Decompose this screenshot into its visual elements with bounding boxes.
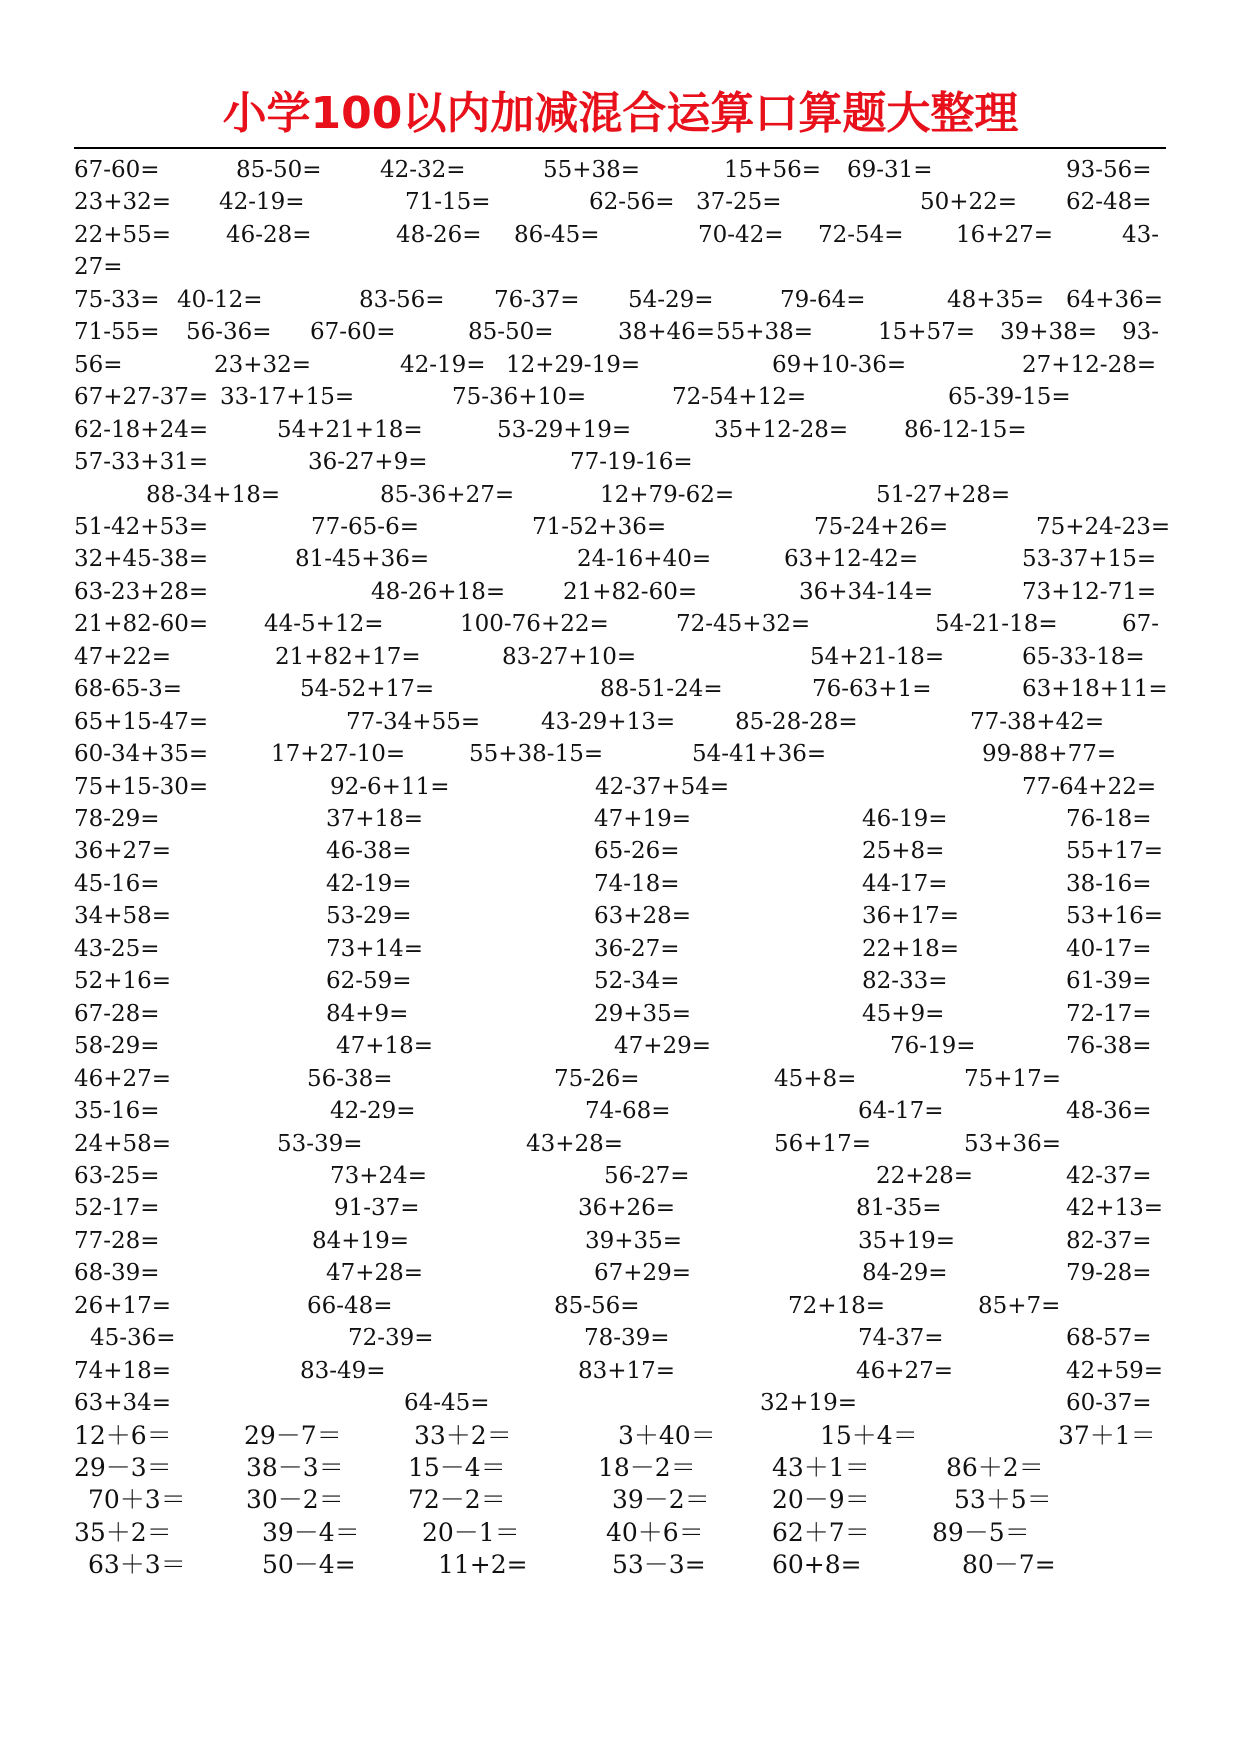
problem-cell: 32+45-38= [74,546,209,572]
problem-cell: 3＋40＝ [618,1421,716,1450]
problem-cell: 84+19= [312,1228,410,1254]
problem-cell: 74-18= [594,871,680,897]
problem-cell: 93- [1122,319,1160,345]
problem-row [0,414,1241,446]
problem-cell: 63-25= [74,1163,160,1189]
problem-cell: 20－9＝ [772,1485,870,1514]
problem-cell: 56-38= [307,1066,393,1092]
problem-row [0,1257,1241,1289]
problem-row [0,511,1241,543]
problem-cell: 29－3＝ [74,1453,172,1482]
problem-cell: 67+29= [594,1260,692,1286]
problem-cell: 26+17= [74,1293,172,1319]
problem-cell: 35-16= [74,1098,160,1124]
problem-cell: 85+7= [978,1293,1061,1319]
problem-cell: 21+82+17= [275,644,421,670]
problem-cell: 54-29= [628,287,714,313]
problem-cell: 93-56= [1066,157,1152,183]
problem-cell: 73+12-71= [1022,579,1157,605]
problem-cell: 53-37+15= [1022,546,1157,572]
problem-cell: 85-28-28= [735,709,858,735]
problem-cell: 53+36= [964,1131,1062,1157]
problem-cell: 74-37= [858,1325,944,1351]
problem-cell: 77-38+42= [970,709,1105,735]
problem-cell: 70-42= [698,222,784,248]
problem-cell: 53－3= [612,1550,706,1579]
problem-cell: 84+9= [326,1001,409,1027]
problem-cell: 83+17= [578,1358,676,1384]
problem-row [0,479,1241,511]
problem-cell: 15＋4＝ [820,1421,918,1450]
problem-cell: 65-39-15= [948,384,1071,410]
problem-cell: 46+27= [74,1066,172,1092]
problem-row [0,933,1241,965]
problem-row [0,154,1241,186]
problem-cell: 81-45+36= [295,546,430,572]
problem-cell: 63+18+11= [1022,676,1168,702]
problem-cell: 67-60= [74,157,160,183]
problem-cell: 42-37= [1066,1163,1152,1189]
problem-cell: 63+34= [74,1390,172,1416]
problem-cell: 67-60= [310,319,396,345]
problem-cell: 47+18= [336,1033,434,1059]
problem-cell: 63+12-42= [784,546,919,572]
problem-row [0,1063,1241,1095]
problem-row [0,835,1241,867]
problem-row [0,965,1241,997]
problem-cell: 15+57= [878,319,976,345]
problem-cell: 36-27= [594,936,680,962]
problem-cell: 42-19= [400,352,486,378]
problem-row [0,1387,1241,1419]
problem-cell: 38+46= [618,319,716,345]
problem-row [0,186,1241,218]
problem-cell: 40＋6＝ [606,1518,704,1547]
problem-cell: 43- [1122,222,1160,248]
problem-cell: 71-15= [405,189,491,215]
problem-cell: 65-33-18= [1022,644,1145,670]
problem-cell: 16+27= [956,222,1054,248]
problem-row [0,641,1241,673]
problem-row [0,771,1241,803]
problem-cell: 42+59= [1066,1358,1164,1384]
problem-cell: 48-26= [396,222,482,248]
problem-cell: 33-17+15= [220,384,355,410]
problem-cell: 72-45+32= [676,611,811,637]
problem-row [0,1549,1241,1581]
problem-cell: 40-12= [177,287,263,313]
problem-cell: 54+21-18= [810,644,945,670]
problem-cell: 54+21+18= [277,417,423,443]
problem-cell: 27+12-28= [1022,352,1157,378]
problem-cell: 20－1＝ [422,1518,520,1547]
problem-cell: 48-36= [1066,1098,1152,1124]
problem-cell: 67-28= [74,1001,160,1027]
problem-cell: 37+18= [326,806,424,832]
problem-cell: 72-54+12= [672,384,807,410]
problem-cell: 86-12-15= [904,417,1027,443]
problem-row [0,349,1241,381]
problem-cell: 29－7＝ [244,1421,342,1450]
problem-cell: 39+38= [1000,319,1098,345]
problem-cell: 53＋5＝ [954,1485,1052,1514]
problem-cell: 36-27+9= [308,449,428,475]
problem-cell: 36+34-14= [799,579,934,605]
problem-cell: 66-48= [307,1293,393,1319]
problem-cell: 76-63+1= [812,676,932,702]
problem-cell: 44-17= [862,871,948,897]
problem-cell: 99-88+77= [982,741,1117,767]
problem-cell: 46-28= [226,222,312,248]
problem-cell: 74+18= [74,1358,172,1384]
problem-cell: 65+15-47= [74,709,209,735]
problem-cell: 53-29+19= [497,417,632,443]
problem-row [0,576,1241,608]
problem-cell: 56+17= [774,1131,872,1157]
problem-cell: 22+55= [74,222,172,248]
problem-cell: 17+27-10= [271,741,406,767]
problem-cell: 42-19= [219,189,305,215]
problem-cell: 76-18= [1066,806,1152,832]
problem-cell: 75+15-30= [74,774,209,800]
problem-cell: 33＋2＝ [414,1421,512,1450]
problem-cell: 21+82-60= [563,579,698,605]
page-title: 小学100以内加减混合运算口算题大整理 [222,88,1019,139]
problem-cell: 63+28= [594,903,692,929]
problem-cell: 46-19= [862,806,948,832]
problem-row [0,316,1241,348]
problem-cell: 86-45= [514,222,600,248]
problem-row [0,1484,1241,1516]
problem-cell: 36+26= [578,1195,676,1221]
problem-cell: 47+29= [614,1033,712,1059]
problem-cell: 82-33= [862,968,948,994]
problem-cell: 62-59= [326,968,412,994]
problem-row [0,381,1241,413]
problem-cell: 79-64= [780,287,866,313]
title-underline [74,147,1166,149]
problem-cell: 23+32= [74,189,172,215]
problem-cell: 75+17= [964,1066,1062,1092]
problem-cell: 72-17= [1066,1001,1152,1027]
problem-cell: 60-34+35= [74,741,209,767]
problem-cell: 76-37= [494,287,580,313]
problem-cell: 29+35= [594,1001,692,1027]
problem-cell: 77-28= [74,1228,160,1254]
problem-cell: 42-32= [380,157,466,183]
problem-cell: 18－2＝ [598,1453,696,1482]
problem-cell: 50+22= [920,189,1018,215]
problem-cell: 60+8= [772,1550,862,1579]
problem-cell: 24-16+40= [577,546,712,572]
problem-cell: 35＋2＝ [74,1518,172,1547]
problem-cell: 12＋6＝ [74,1421,172,1450]
problem-cell: 48-26+18= [371,579,506,605]
problem-cell: 48+35= [947,287,1045,313]
problem-cell: 55+38= [543,157,641,183]
problem-cell: 43-25= [74,936,160,962]
problem-cell: 15－4＝ [408,1453,506,1482]
problem-cell: 61-39= [1066,968,1152,994]
problem-row [0,868,1241,900]
problem-cell: 32+19= [760,1390,858,1416]
problem-row [0,1452,1241,1484]
problem-cell: 64-45= [404,1390,490,1416]
problem-cell: 56-36= [186,319,272,345]
problem-cell: 42-29= [330,1098,416,1124]
problem-cell: 30－2＝ [246,1485,344,1514]
problem-cell: 88-51-24= [600,676,723,702]
problem-row [0,1095,1241,1127]
problem-cell: 80－7= [962,1550,1056,1579]
problem-cell: 23+32= [214,352,312,378]
problem-cell: 60-37= [1066,1390,1152,1416]
problem-cell: 81-35= [856,1195,942,1221]
problem-cell: 72－2＝ [408,1485,506,1514]
problem-row [0,1192,1241,1224]
problem-cell: 22+28= [876,1163,974,1189]
problem-cell: 12+79-62= [600,482,735,508]
problem-cell: 39－2＝ [612,1485,710,1514]
problem-cell: 75-36+10= [452,384,587,410]
problem-cell: 78-39= [584,1325,670,1351]
problem-row [0,738,1241,770]
problem-cell: 53+16= [1066,903,1164,929]
problem-cell: 78-29= [74,806,160,832]
problem-cell: 72-39= [348,1325,434,1351]
problem-row [0,219,1241,251]
problem-row [0,706,1241,738]
problem-cell: 46+27= [856,1358,954,1384]
problem-cell: 55+38= [716,319,814,345]
problem-row [0,1290,1241,1322]
problem-cell: 77-64+22= [1022,774,1157,800]
problem-cell: 83-27+10= [502,644,637,670]
problem-row [0,803,1241,835]
problem-cell: 88-34+18= [146,482,281,508]
problem-cell: 22+18= [862,936,960,962]
problem-cell: 72+18= [788,1293,886,1319]
problem-cell: 70＋3＝ [88,1485,186,1514]
problem-cell: 11+2= [438,1550,528,1579]
problem-cell: 68-57= [1066,1325,1152,1351]
problem-cell: 53-39= [277,1131,363,1157]
problem-cell: 85-36+27= [380,482,515,508]
problem-cell: 35+12-28= [714,417,849,443]
problem-cell: 54-41+36= [692,741,827,767]
problem-cell: 45+8= [774,1066,857,1092]
problem-row [0,446,1241,478]
problem-cell: 15+56= [724,157,822,183]
problem-cell: 52+16= [74,968,172,994]
problem-cell: 21+82-60= [74,611,209,637]
problem-cell: 47+22= [74,644,172,670]
problem-cell: 62＋7＝ [772,1518,870,1547]
problem-cell: 24+58= [74,1131,172,1157]
problem-cell: 74-68= [585,1098,671,1124]
problem-cell: 36+27= [74,838,172,864]
problem-cell: 56= [74,352,123,378]
problem-row [0,1355,1241,1387]
problem-cell: 69+10-36= [772,352,907,378]
problem-cell: 85-50= [236,157,322,183]
problem-cell: 77-34+55= [346,709,481,735]
problem-row [0,1517,1241,1549]
problem-cell: 64+36= [1066,287,1164,313]
problem-cell: 65-26= [594,838,680,864]
problem-row [0,1160,1241,1192]
problem-cell: 84-29= [862,1260,948,1286]
problem-row [0,900,1241,932]
problem-cell: 37＋1＝ [1058,1421,1156,1450]
problem-cell: 67+27-37= [74,384,209,410]
problem-cell: 54-52+17= [300,676,435,702]
problem-row [0,673,1241,705]
problem-cell: 51-27+28= [876,482,1011,508]
problem-cell: 92-6+11= [330,774,450,800]
problem-cell: 54-21-18= [935,611,1058,637]
problem-row [0,998,1241,1030]
problem-cell: 77-19-16= [570,449,693,475]
problem-cell: 68-65-3= [74,676,182,702]
problem-cell: 42-19= [326,871,412,897]
problem-cell: 62-56= [589,189,675,215]
problem-cell: 55+38-15= [469,741,604,767]
problem-cell: 44-5+12= [264,611,384,637]
problem-cell: 27= [74,254,123,280]
problem-cell: 40-17= [1066,936,1152,962]
problem-cell: 37-25= [696,189,782,215]
problem-cell: 86＋2＝ [946,1453,1044,1482]
problem-row [0,1030,1241,1062]
problem-cell: 69-31= [847,157,933,183]
problem-cell: 64-17= [858,1098,944,1124]
problem-cell: 52-17= [74,1195,160,1221]
problem-cell: 75-24+26= [814,514,949,540]
problem-cell: 42-37+54= [595,774,730,800]
problem-row [0,251,1241,283]
problem-cell: 77-65-6= [311,514,419,540]
problem-cell: 45-16= [74,871,160,897]
problem-cell: 82-37= [1066,1228,1152,1254]
problem-row [0,1420,1241,1452]
problem-cell: 25+8= [862,838,945,864]
problem-cell: 67- [1122,611,1160,637]
problem-cell: 89－5＝ [932,1518,1030,1547]
problem-cell: 51-42+53= [74,514,209,540]
problem-cell: 75-26= [554,1066,640,1092]
problem-cell: 42+13= [1066,1195,1164,1221]
problem-cell: 75-33= [74,287,160,313]
problem-cell: 85-56= [554,1293,640,1319]
problem-cell: 52-34= [594,968,680,994]
problem-cell: 91-37= [334,1195,420,1221]
problem-cell: 83-56= [359,287,445,313]
problem-cell: 53-29= [326,903,412,929]
problem-cell: 63-23+28= [74,579,209,605]
problem-cell: 43＋1＝ [772,1453,870,1482]
problem-cell: 45-36= [90,1325,176,1351]
problem-cell: 57-33+31= [74,449,209,475]
problem-cell: 72-54= [818,222,904,248]
problem-cell: 38-16= [1066,871,1152,897]
problem-cell: 36+17= [862,903,960,929]
problem-cell: 73+14= [326,936,424,962]
problem-cell: 71-52+36= [532,514,667,540]
problem-cell: 79-28= [1066,1260,1152,1286]
problem-cell: 83-49= [300,1358,386,1384]
problem-cell: 12+29-19= [506,352,641,378]
problem-cell: 39－4＝ [262,1518,360,1547]
problem-cell: 85-50= [468,319,554,345]
problem-row [0,1225,1241,1257]
problem-cell: 56-27= [604,1163,690,1189]
problem-row [0,284,1241,316]
problem-cell: 76-19= [890,1033,976,1059]
problem-cell: 76-38= [1066,1033,1152,1059]
problem-cell: 43-29+13= [541,709,676,735]
problem-cell: 62-48= [1066,189,1152,215]
problem-cell: 39+35= [585,1228,683,1254]
problem-cell: 75+24-23= [1036,514,1171,540]
problem-cell: 73+24= [330,1163,428,1189]
problem-row [0,608,1241,640]
problem-row [0,1322,1241,1354]
problem-cell: 47+19= [594,806,692,832]
problem-cell: 34+58= [74,903,172,929]
problem-cell: 45+9= [862,1001,945,1027]
problem-cell: 43+28= [526,1131,624,1157]
problem-row [0,543,1241,575]
problem-cell: 46-38= [326,838,412,864]
problem-cell: 100-76+22= [460,611,609,637]
problem-row [0,1128,1241,1160]
problem-cell: 63＋3＝ [88,1550,186,1579]
problem-cell: 38－3＝ [246,1453,344,1482]
problem-cell: 58-29= [74,1033,160,1059]
problem-cell: 62-18+24= [74,417,209,443]
problem-cell: 68-39= [74,1260,160,1286]
problem-cell: 50－4= [262,1550,356,1579]
problem-cell: 55+17= [1066,838,1164,864]
problem-cell: 71-55= [74,319,160,345]
problem-cell: 47+28= [326,1260,424,1286]
problem-cell: 35+19= [858,1228,956,1254]
